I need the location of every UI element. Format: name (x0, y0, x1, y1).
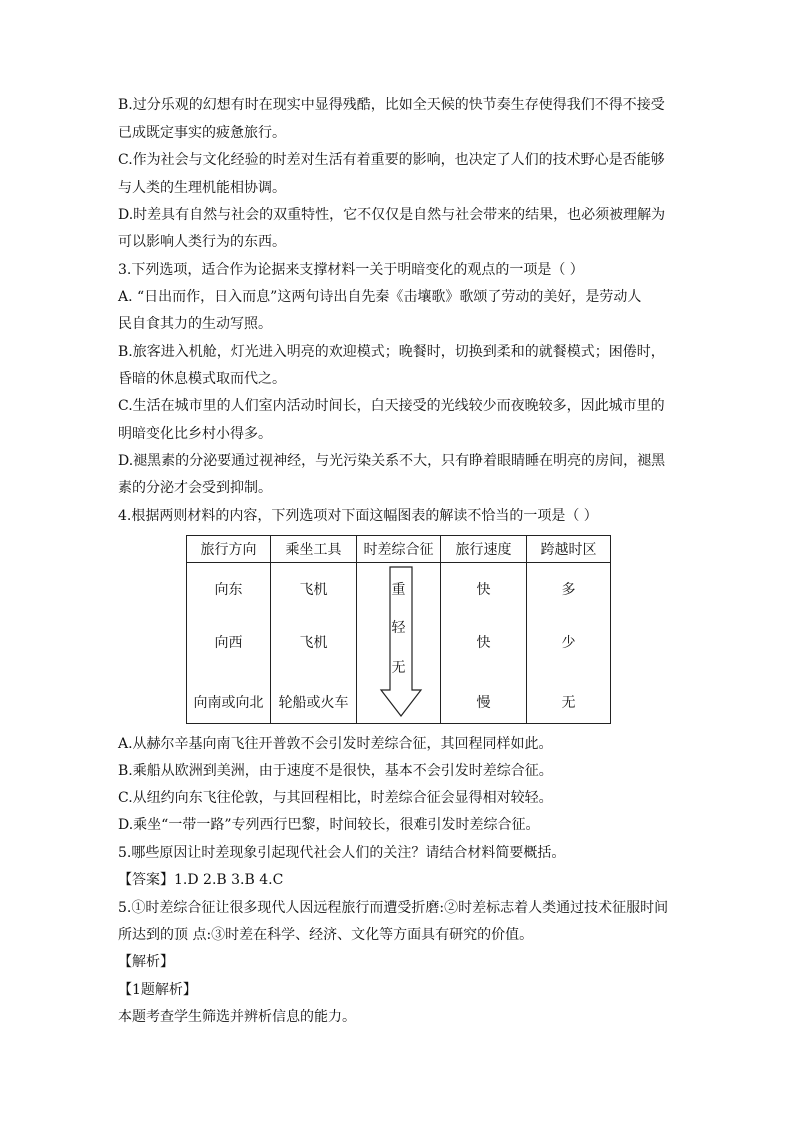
direction-west: 向西 (214, 635, 243, 651)
analysis-heading: 【解析】 (118, 954, 174, 970)
q1-analysis-heading: 【1题解析】 (118, 982, 197, 998)
q4-option-c: C.从纽约向东飞往伦敦，与其回程相比，时差综合征会显得相对较轻。 (118, 790, 553, 806)
option-b-line2: 已成既定事实的疲惫旅行。 (118, 125, 286, 141)
q4-option-d: D.乘坐“一带一路”专列西行巴黎，时间较长，很难引发时差综合征。 (118, 817, 540, 833)
zones-west: 少 (561, 635, 576, 651)
speed-cell (441, 563, 527, 724)
syndrome-none: 无 (391, 660, 406, 676)
q3-option-b-line2: 昏暗的休息模式取而代之。 (118, 371, 286, 387)
header-speed: 旅行速度 (441, 536, 527, 563)
option-c-line1: C.作为社会与文化经验的时差对生活有着重要的影响，也决定了人们的技术野心是否能够 (118, 152, 665, 168)
syndrome-light: 轻 (391, 620, 406, 636)
option-c-line2: 与人类的生理机能相协调。 (118, 180, 286, 196)
vehicle-west: 飞机 (299, 635, 328, 651)
direction-north-south: 向南或向北 (193, 695, 264, 711)
vehicle-east: 飞机 (299, 582, 328, 598)
q3-option-d-line2: 素的分泌才会受到抑制。 (118, 480, 272, 496)
question-4: 4.根据两则材料的内容，下列选项对下面这幅图表的解读不恰当的一项是（ ） (118, 508, 598, 524)
question-3: 3.下列选项，适合作为论据来支撑材料一关于明暗变化的观点的一项是（ ） (118, 262, 584, 278)
option-b-line1: B.过分乐观的幻想有时在现实中显得残酷，比如全天候的快节奏生存使得我们不得不接受 (118, 97, 665, 113)
answer-key: 【答案】1.D 2.B 3.B 4.C (118, 872, 284, 888)
header-vehicle: 乘坐工具 (271, 536, 357, 563)
header-syndrome: 时差综合征 (357, 536, 441, 563)
speed-west: 快 (476, 635, 491, 651)
q3-option-a-line2: 民自食其力的生动写照。 (118, 316, 272, 332)
zones-cell (527, 563, 611, 724)
travel-table (186, 535, 611, 724)
zones-east: 多 (561, 582, 576, 598)
question-5: 5.哪些原因让时差现象引起现代社会人们的关注？请结合材料简要概括。 (118, 845, 566, 861)
q3-option-c-line2: 明暗变化比乡村小得多。 (118, 426, 272, 442)
q1-analysis-text: 本题考查学生筛选并辨析信息的能力。 (118, 1009, 356, 1025)
vehicle-north-south: 轮船或火车 (278, 695, 349, 711)
syndrome-cell (357, 563, 441, 724)
direction-cell (187, 563, 271, 724)
q3-option-c-line1: C.生活在城市里的人们室内活动时间长，白天接受的光线较少而夜晚较多，因此城市里的 (118, 398, 665, 414)
q3-option-b-line1: B.旅客进入机舱，灯光进入明亮的欢迎模式；晚餐时，切换到柔和的就餐模式；困倦时， (118, 344, 665, 360)
syndrome-heavy: 重 (391, 582, 406, 598)
zones-north-south: 无 (561, 695, 576, 711)
answer-5-line2: 所达到的顶 点:③时差在科学、经济、文化等方面具有研究的价值。 (118, 927, 534, 943)
table-row (187, 563, 611, 724)
answer-5-line1: 5.①时差综合征让很多现代人因远程旅行而遭受折磨:②时差标志着人类通过技术征服时间 (118, 900, 669, 916)
option-d-line2: 可以影响人类行为的东西。 (118, 234, 286, 250)
q3-option-d-line1: D.褪黑素的分泌要通过视神经，与光污染关系不大，只有睁着眼睛睡在明亮的房间，褪黑 (118, 453, 666, 469)
header-direction: 旅行方向 (187, 536, 271, 563)
table-header-row (187, 536, 611, 563)
q3-option-a-line1: A. “日出而作，日入而息”这两句诗出自先秦《击壤歌》歌颂了劳动的美好，是劳动人 (118, 289, 642, 305)
direction-east: 向东 (214, 582, 243, 598)
q4-option-b: B.乘船从欧洲到美洲，由于速度不是很快，基本不会引发时差综合征。 (118, 763, 553, 779)
speed-north-south: 慢 (476, 695, 491, 711)
header-zones: 跨越时区 (527, 536, 611, 563)
option-d-line1: D.时差具有自然与社会的双重特性，它不仅仅是自然与社会带来的结果，也必须被理解为 (118, 207, 666, 223)
speed-east: 快 (476, 582, 491, 598)
vehicle-cell (271, 563, 357, 724)
q4-option-a: A.从赫尔辛基向南飞往开普敦不会引发时差综合征，其回程同样如此。 (118, 736, 553, 752)
